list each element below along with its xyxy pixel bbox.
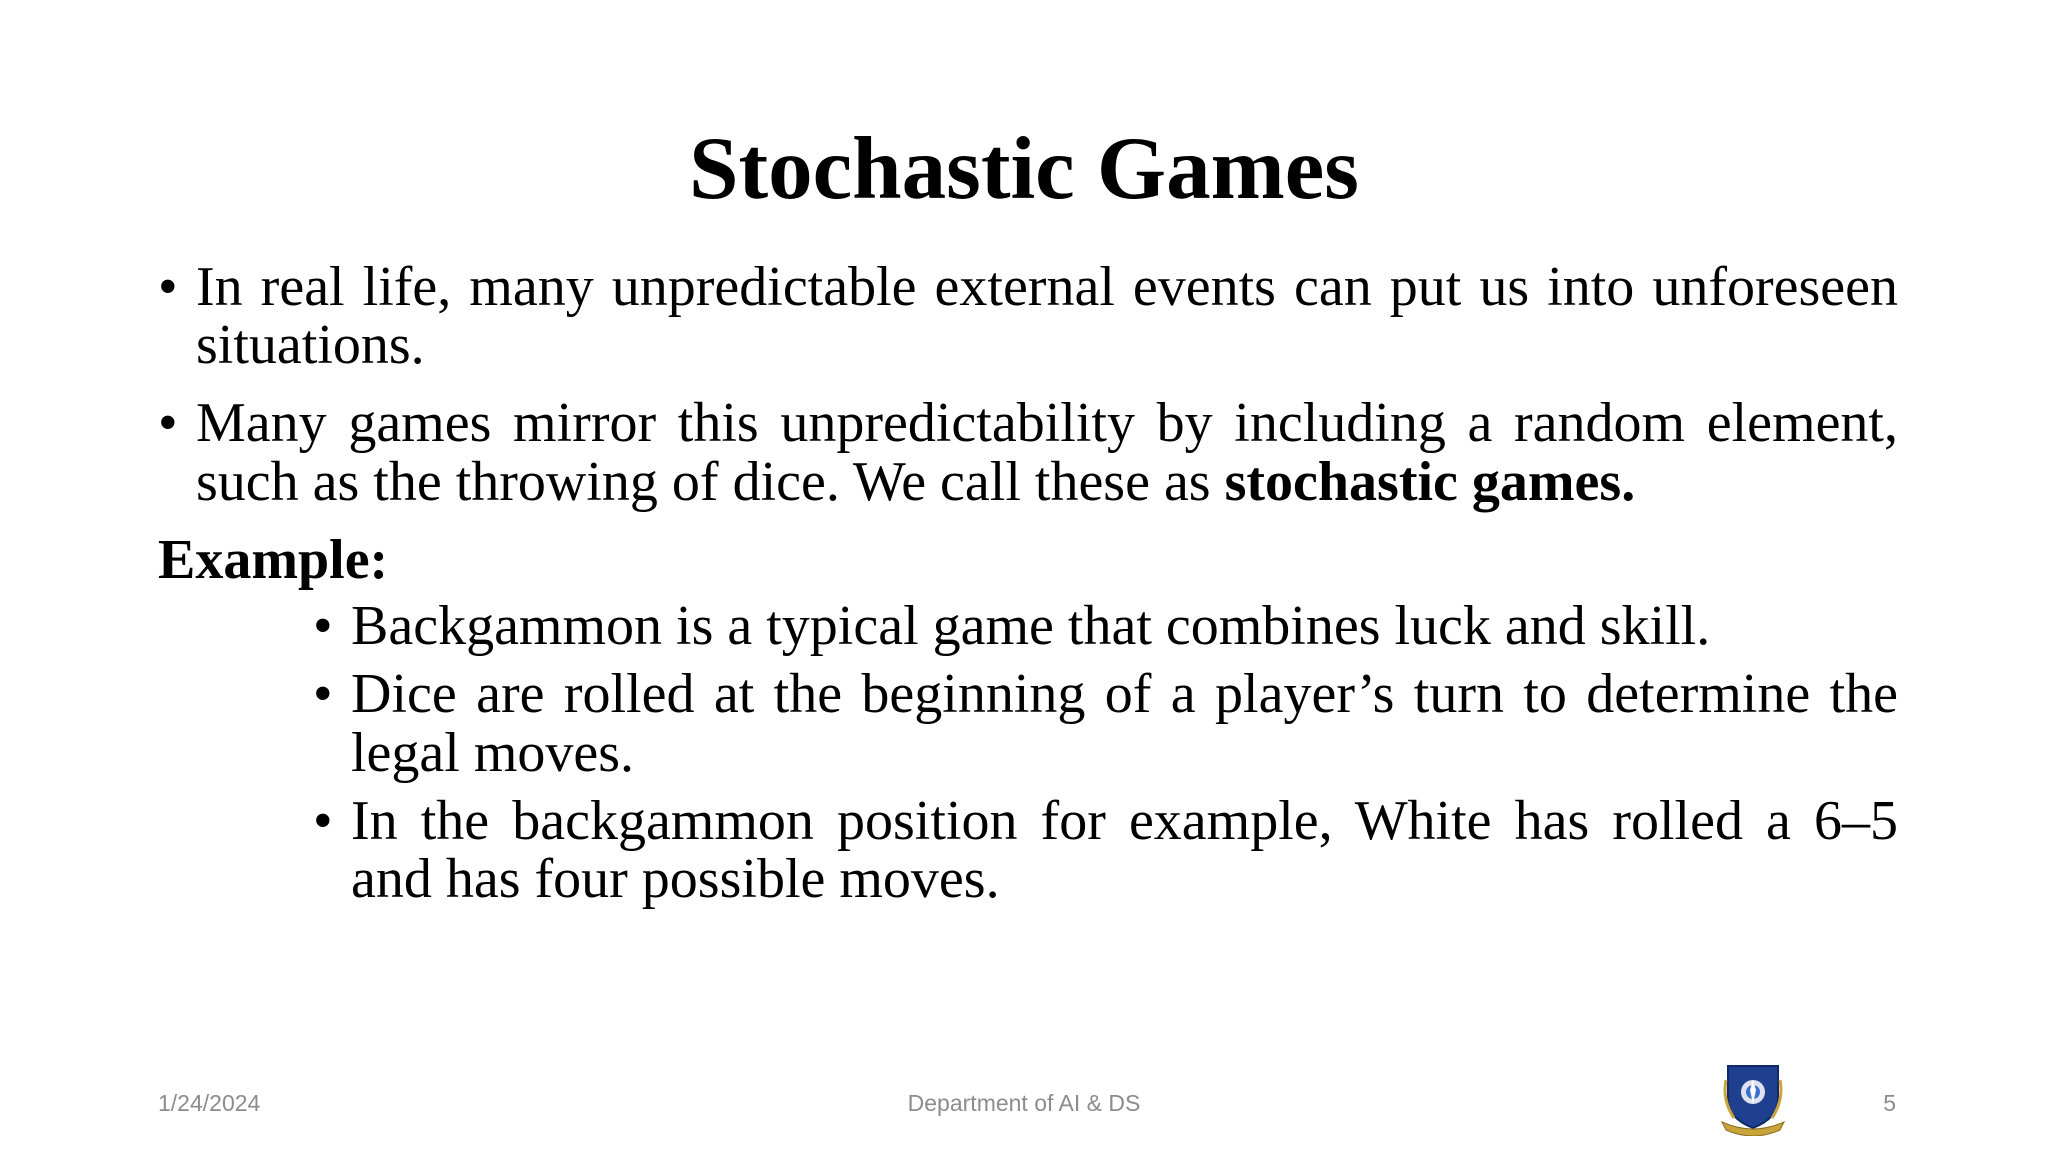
example-bullet-item: • Dice are rolled at the beginning of a player’s turn to determine the legal moves. (313, 665, 1898, 781)
institution-crest-icon (1720, 1060, 1786, 1136)
footer-page-number: 5 (1883, 1090, 1896, 1116)
slide-title: Stochastic Games (689, 120, 1359, 218)
example-bullet-item: • In the backgammon position for example, White has rolled a 6–5 and has four possible moves. (313, 792, 1898, 908)
example-bullet-item: • Backgammon is a typical game that combines luck and skill. (313, 597, 1898, 655)
bullet-item (158, 392, 1898, 513)
bullet-bold-term: stochastic games. (1224, 450, 1636, 513)
slide-body (158, 258, 1898, 918)
main-bullet-list (158, 258, 1898, 511)
footer-department: Department of AI & DS (907, 1090, 1141, 1116)
bullet-text: Many games mirror this unpredictability by including a random element, such as the throwing of dice. We call these as (196, 392, 1898, 513)
example-bullet-list (313, 595, 1898, 911)
footer-date: 1/24/2024 (158, 1090, 261, 1116)
bullet-item (158, 256, 1898, 377)
bullet-text: In real life, many unpredictable external events can put us into unforeseen situations. (196, 256, 1898, 377)
example-heading: Example: (158, 528, 389, 591)
